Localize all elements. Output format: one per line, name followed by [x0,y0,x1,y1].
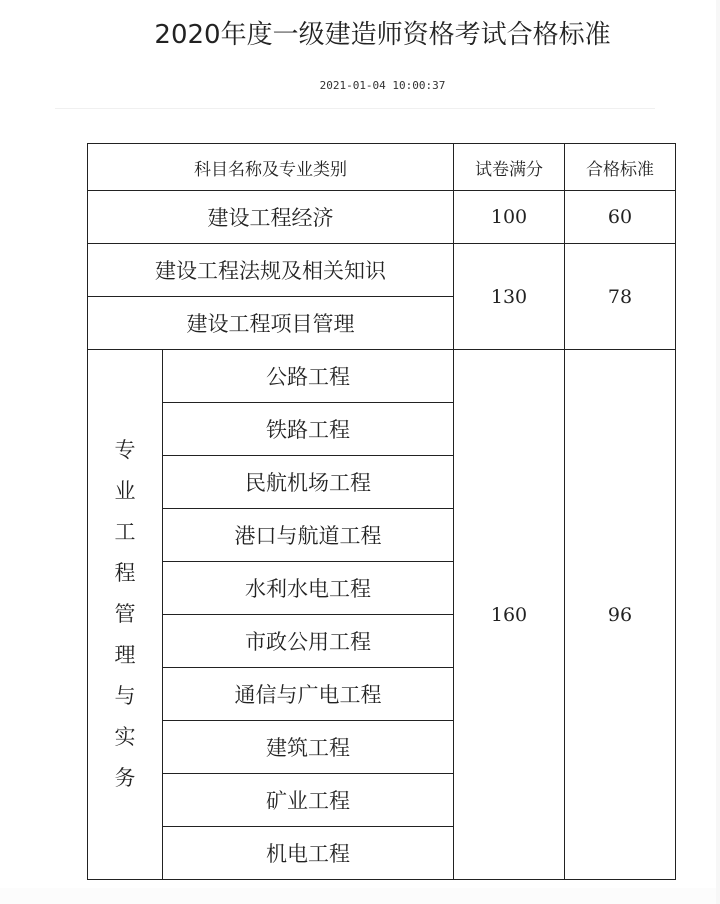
header-pass-mark: 合格标准 [565,144,676,191]
pass-mark-cell: 96 [565,350,676,880]
specialty-cell: 民航机场工程 [163,456,454,509]
specialty-cell: 港口与航道工程 [163,509,454,562]
subject-cell: 建设工程经济 [88,191,454,244]
page-title: 2020年度一级建造师资格考试合格标准 [154,20,611,50]
category-label: 专业工程管理与实务 [114,438,136,790]
full-score-cell: 100 [454,191,565,244]
pass-mark-cell: 78 [565,244,676,350]
divider [55,108,655,109]
header-full-score: 试卷满分 [454,144,565,191]
page-right-edge [716,0,720,904]
specialty-cell: 铁路工程 [163,403,454,456]
specialty-cell: 建筑工程 [163,721,454,774]
specialty-cell: 矿业工程 [163,774,454,827]
publish-timestamp: 2021-01-04 10:00:37 [319,79,446,92]
header-subject: 科目名称及专业类别 [88,144,454,191]
table-row [88,191,676,244]
table-header-row [88,144,676,191]
specialty-cell: 机电工程 [163,827,454,880]
subject-cell: 建设工程法规及相关知识 [88,244,454,297]
category-cell [88,350,163,880]
table-row [88,244,676,297]
full-score-cell: 160 [454,350,565,880]
subject-cell: 建设工程项目管理 [88,297,454,350]
page-bottom-edge [0,888,720,904]
specialty-cell: 水利水电工程 [163,562,454,615]
pass-mark-cell: 60 [565,191,676,244]
specialty-cell: 公路工程 [163,350,454,403]
specialty-cell: 市政公用工程 [163,615,454,668]
table-row [88,350,676,403]
pass-standard-table [87,143,676,880]
full-score-cell: 130 [454,244,565,350]
specialty-cell: 通信与广电工程 [163,668,454,721]
